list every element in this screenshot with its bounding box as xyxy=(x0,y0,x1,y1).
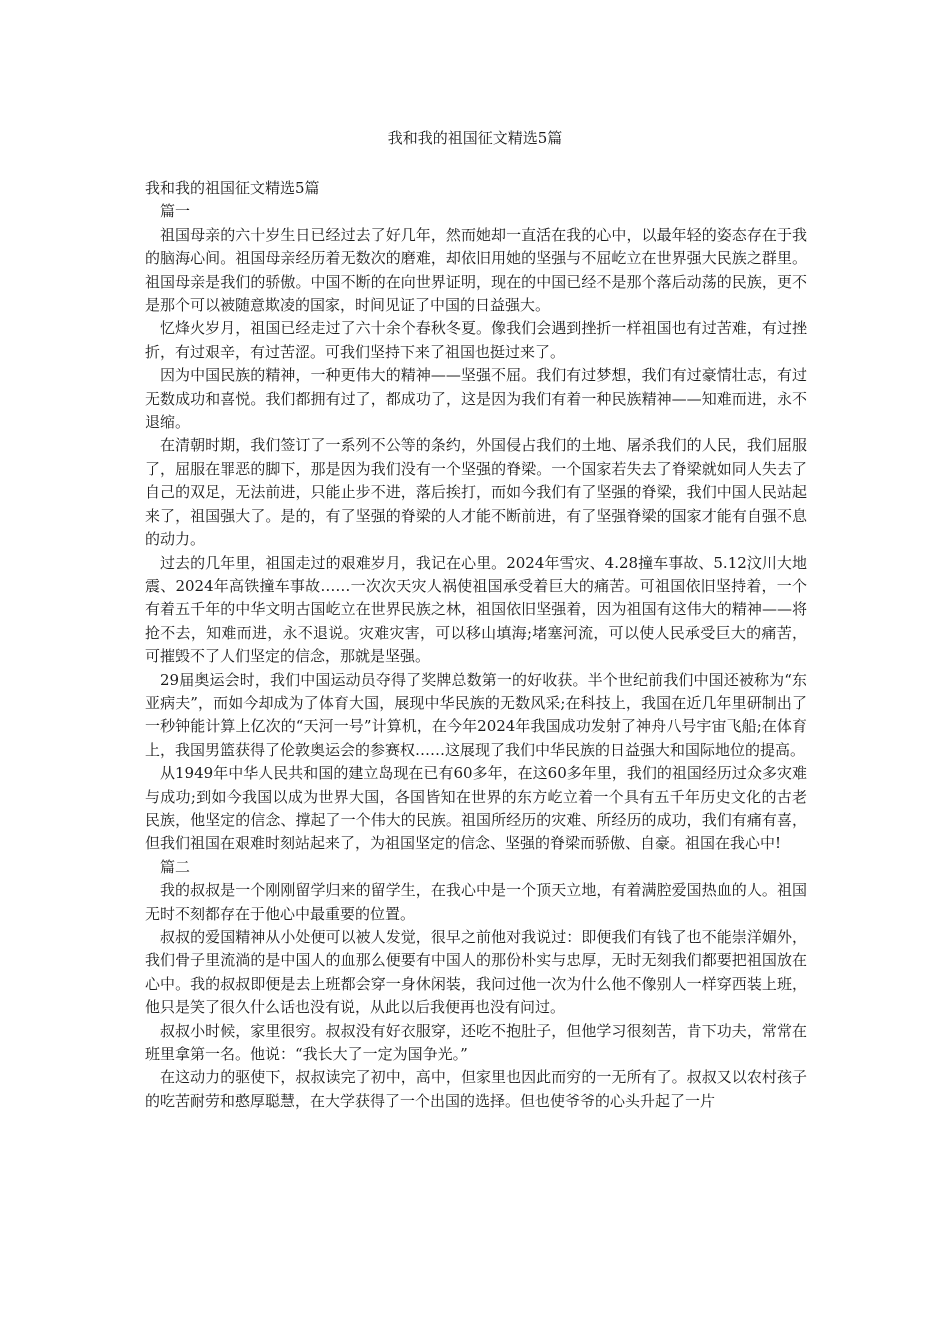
paragraph: 我的叔叔是一个刚刚留学归来的留学生，在我心中是一个顶天立地，有着满腔爱国热血的人。祖国无时不刻都存在于他心中最重要的位置。 xyxy=(145,881,807,923)
paragraph: 篇二 xyxy=(160,857,191,876)
document-body xyxy=(145,177,807,1113)
paragraph: 我和我的祖国征文精选5篇 xyxy=(145,179,320,197)
paragraph: 叔叔小时候，家里很穷。叔叔没有好衣服穿，还吃不抱肚子，但他学习很刻苦，肯下功夫，常常在班里拿第一名。他说：“我长大了一定为国争光。” xyxy=(145,1021,807,1064)
paragraph: 因为中国民族的精神，一种更伟大的精神——坚强不屈。我们有过梦想，我们有过豪情壮志，有过无数成功和喜悦。我们都拥有过了，都成功了，这是因为我们有着一种民族精神——知难而进，永不退缩。 xyxy=(145,366,807,432)
paragraph: 29届奥运会时，我们中国运动员夺得了奖牌总数第一的好收获。半个世纪前我们中国还被称为“东亚病夫”，而如今却成为了体育大国，展现中华民族的无数风采;在科技上，我国在近几年里研制出了一秒钟能计算上亿次的“天河一号”计算机，在今年2024年我国成功发射了神舟八号宇宙飞船;在体育上，我国男篮获得了伦敦奥运会的参赛权……这展现了我们中华民族的日益强大和国际地位的提高。 xyxy=(145,670,807,759)
paragraph: 忆烽火岁月，祖国已经走过了六十余个春秋冬夏。像我们会遇到挫折一样祖国也有过苦难，有过挫折，有过艰辛，有过苦涩。可我们坚持下来了祖国也挺过来了。 xyxy=(145,319,807,361)
paragraph: 在清朝时期，我们签订了一系列不公等的条约，外国侵占我们的土地、屠杀我们的人民，我们屈服了，屈服在罪恶的脚下，那是因为我们没有一个坚强的脊梁。一个国家若失去了脊梁就如同人失去了自己的双足，无法前进，只能止步不进，落后挨打，而如今我们有了坚强的脊梁，我们中国人民站起来了，祖国强大了。是的，有了坚强的脊梁的人才能不断前进，有了坚强脊梁的国家才能有自强不息的动力。 xyxy=(145,436,807,549)
paragraph: 过去的几年里，祖国走过的艰难岁月，我记在心里。2024年雪灾、4.28撞车事故、5.12汶川大地震、2024年高铁撞车事故……一次次天灾人祸使祖国承受着巨大的痛苦。可祖国依旧坚持着，一个有着五千年的中华文明古国屹立在世界民族之林，祖国依旧坚强着，因为祖国有这伟大的精神——将抢不去，知难而进，永不退说。灾难灾害，可以移山填海;堵塞河流，可以使人民承受巨大的痛苦，可摧毁不了人们坚定的信念，那就是坚强。 xyxy=(145,553,807,666)
page-title: 我和我的祖国征文精选5篇 xyxy=(387,129,563,147)
paragraph: 在这动力的驱使下，叔叔读完了初中，高中，但家里也因此而穷的一无所有了。叔叔又以农村孩子的吃苦耐劳和憨厚聪慧，在大学获得了一个出国的选择。但也使爷爷的心头升起了一片 xyxy=(145,1068,807,1110)
paragraph: 从1949年中华人民共和国的建立岛现在已有60多年，在这60多年里，我们的祖国经历过众多灾难与成功;到如今我国以成为世界大国，各国皆知在世界的东方屹立着一个具有五千年历史文化的古老民族，他坚定的信念、撑起了一个伟大的民族。祖国所经历的灾难、所经历的成功，我们有痛有喜，但我们祖国在艰难时刻站起来了，为祖国坚定的信念、坚强的脊梁而骄傲、自豪。祖国在我心中! xyxy=(145,764,807,853)
paragraph: 祖国母亲的六十岁生日已经过去了好几年，然而她却一直活在我的心中，以最年轻的姿态存在于我的脑海心间。祖国母亲经历着无数次的磨难，却依旧用她的坚强与不屈屹立在世界强大民族之群里。祖国母亲是我们的骄傲。中国不断的在向世界证明，现在的中国已经不是那个落后动荡的民族，更不是那个可以被随意欺凌的国家，时间见证了中国的日益强大。 xyxy=(145,225,807,315)
paragraph: 篇一 xyxy=(160,202,191,221)
paragraph: 叔叔的爱国精神从小处便可以被人发觉，很早之前他对我说过：即便我们有钱了也不能崇洋媚外，我们骨子里流淌的是中国人的血那么便要有中国人的那份朴实与忠厚，无时无刻我们都要把祖国放在心中。我的叔叔即便是去上班都会穿一身休闲装，我问过他一次为什么他不像别人一样穿西装上班，他只是笑了很久什么话也没有说，从此以后我便再也没有问过。 xyxy=(145,928,807,1017)
